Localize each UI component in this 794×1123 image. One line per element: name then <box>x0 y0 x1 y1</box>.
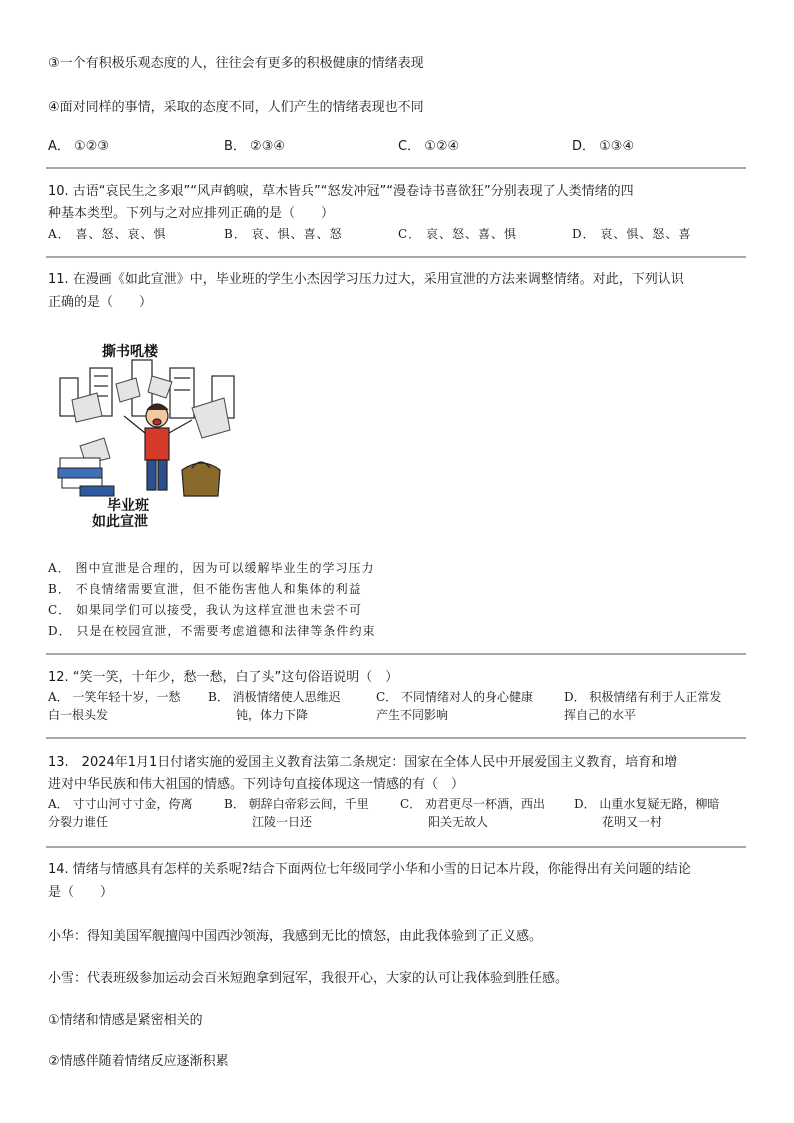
q11-option-b[interactable]: B． 不良情绪需要宣泄，但不能伤害他人和集体的利益 <box>48 582 362 596</box>
q13-option-c-line2: 阳关无故人 <box>428 815 489 829</box>
q12-option-c-line1: C． 不同情绪对人的身心健康 <box>376 690 533 704</box>
q11-stem-line2: 正确的是（ ） <box>48 295 153 310</box>
q12-option-d-line2: 挥自己的水平 <box>564 708 637 722</box>
q12-options <box>48 688 748 726</box>
q13-stem-line1: 13. 2024年1月1日付诸实施的爱国主义教育法第二条规定：国家在全体人民中开展爱国主义教育，培育和增 <box>48 755 678 770</box>
divider <box>46 846 746 848</box>
q13-options <box>48 795 748 833</box>
divider <box>46 653 746 655</box>
divider <box>46 256 746 258</box>
q13-option-b-line1: B． 朝辞白帝彩云间，千里 <box>224 797 369 811</box>
q10-options <box>48 225 728 243</box>
q10-option-a[interactable]: A． 喜、怒、哀、惧 <box>48 227 167 241</box>
q13-option-b-line2: 江陵一日还 <box>252 815 313 829</box>
q10-option-c[interactable]: C． 哀、怒、喜、惧 <box>398 227 517 241</box>
q11-option-c[interactable]: C． 如果同学们可以接受，我认为这样宣泄也未尝不可 <box>48 603 362 617</box>
q10-stem-line2: 种基本类型。下列与之对应排列正确的是（ ） <box>48 206 335 221</box>
q9-option-b[interactable]: B． ②③④ <box>224 139 286 154</box>
q12-option-d[interactable] <box>564 688 754 724</box>
q13-option-a[interactable] <box>48 795 224 831</box>
q10-stem-line1: 10. 古语“哀民生之多艰”“风声鹤唳，草木皆兵”“怒发冲冠”“漫卷诗书喜欲狂”分别表现了人类情绪的四 <box>48 184 634 199</box>
q9-options <box>48 135 728 153</box>
q14-statement-1: ①情绪和情感是紧密相关的 <box>48 1013 203 1028</box>
q12-option-b-line2: 钝，体力下降 <box>236 708 309 722</box>
statement-3: ③一个有积极乐观态度的人，往往会有更多的积极健康的情绪表现 <box>48 56 424 71</box>
q14-xiaoxue-diary: 小雪：代表班级参加运动会百米短跑拿到冠军，我很开心，大家的认可让我体验到胜任感。 <box>48 971 569 986</box>
q13-option-c-line1: C． 劝君更尽一杯酒，西出 <box>400 797 545 811</box>
q12-option-c-line2: 产生不同影响 <box>376 708 449 722</box>
cartoon-caption-2: 如此宣泄 <box>92 514 148 528</box>
statement-4: ④面对同样的事情，采取的态度不同，人们产生的情绪表现也不同 <box>48 100 424 115</box>
q11-option-a[interactable]: A． 图中宣泄是合理的，因为可以缓解毕业生的学习压力 <box>48 561 375 575</box>
q12-option-a-line2: 白一根头发 <box>48 708 109 722</box>
q12-option-d-line1: D． 积极情绪有利于人正常发 <box>564 690 722 704</box>
q9-option-d[interactable]: D． ①③④ <box>572 139 635 154</box>
q12-option-c[interactable] <box>376 688 566 724</box>
divider <box>46 167 746 169</box>
q12-option-a-line1: A． 一笑年轻十岁，一愁 <box>48 690 181 704</box>
q10-option-d[interactable]: D． 哀、惧、怒、喜 <box>572 227 692 241</box>
q11-option-d[interactable]: D． 只是在校园宣泄，不需要考虑道德和法律等条件约束 <box>48 624 376 638</box>
q14-statement-2: ②情感伴随着情绪反应逐渐积累 <box>48 1054 229 1069</box>
cartoon-caption-1: 毕业班 <box>107 498 149 514</box>
q14-xiaohua-diary: 小华：得知美国军舰擅闯中国西沙领海，我感到无比的愤怒，由此我体验到了正义感。 <box>48 929 543 944</box>
q12-stem: 12. “笑一笑，十年少，愁一愁，白了头”这句俗语说明（ ） <box>48 670 399 685</box>
cartoon-drawing <box>52 338 247 528</box>
q13-option-d-line1: D． 山重水复疑无路，柳暗 <box>574 797 720 811</box>
q13-option-a-line1: A． 寸寸山河寸寸金，侉离 <box>48 797 193 811</box>
q12-option-b[interactable] <box>208 688 376 724</box>
q13-option-d[interactable] <box>574 795 754 831</box>
q13-stem-line2: 进对中华民族和伟大祖国的情感。下列诗句直接体现这一情感的有（ ） <box>48 777 465 792</box>
q10-option-b[interactable]: B． 哀、惧、喜、怒 <box>224 227 343 241</box>
q13-option-d-line2: 花明又一村 <box>602 815 663 829</box>
q13-option-c[interactable] <box>400 795 580 831</box>
divider <box>46 737 746 739</box>
q11-stem-line1: 11. 在漫画《如此宣泄》中，毕业班的学生小杰因学习压力过大，采用宣泄的方法来调整情绪。对此，下列认识 <box>48 272 684 287</box>
cartoon-illustration <box>52 338 247 528</box>
cartoon-title: 撕书吼楼 <box>102 344 158 360</box>
q13-option-b[interactable] <box>224 795 400 831</box>
q12-option-b-line1: B． 消极情绪使人思维迟 <box>208 690 341 704</box>
q13-option-a-line2: 分裂力谁任 <box>48 815 109 829</box>
q14-stem-line1: 14. 情绪与情感具有怎样的关系呢?结合下面两位七年级同学小华和小雪的日记本片段，你能得出有关问题的结论 <box>48 862 691 877</box>
q14-stem-line2: 是（ ） <box>48 885 114 900</box>
q9-option-a[interactable]: A． ①②③ <box>48 139 109 154</box>
q9-option-c[interactable]: C． ①②④ <box>398 139 460 154</box>
q12-option-a[interactable] <box>48 688 208 724</box>
